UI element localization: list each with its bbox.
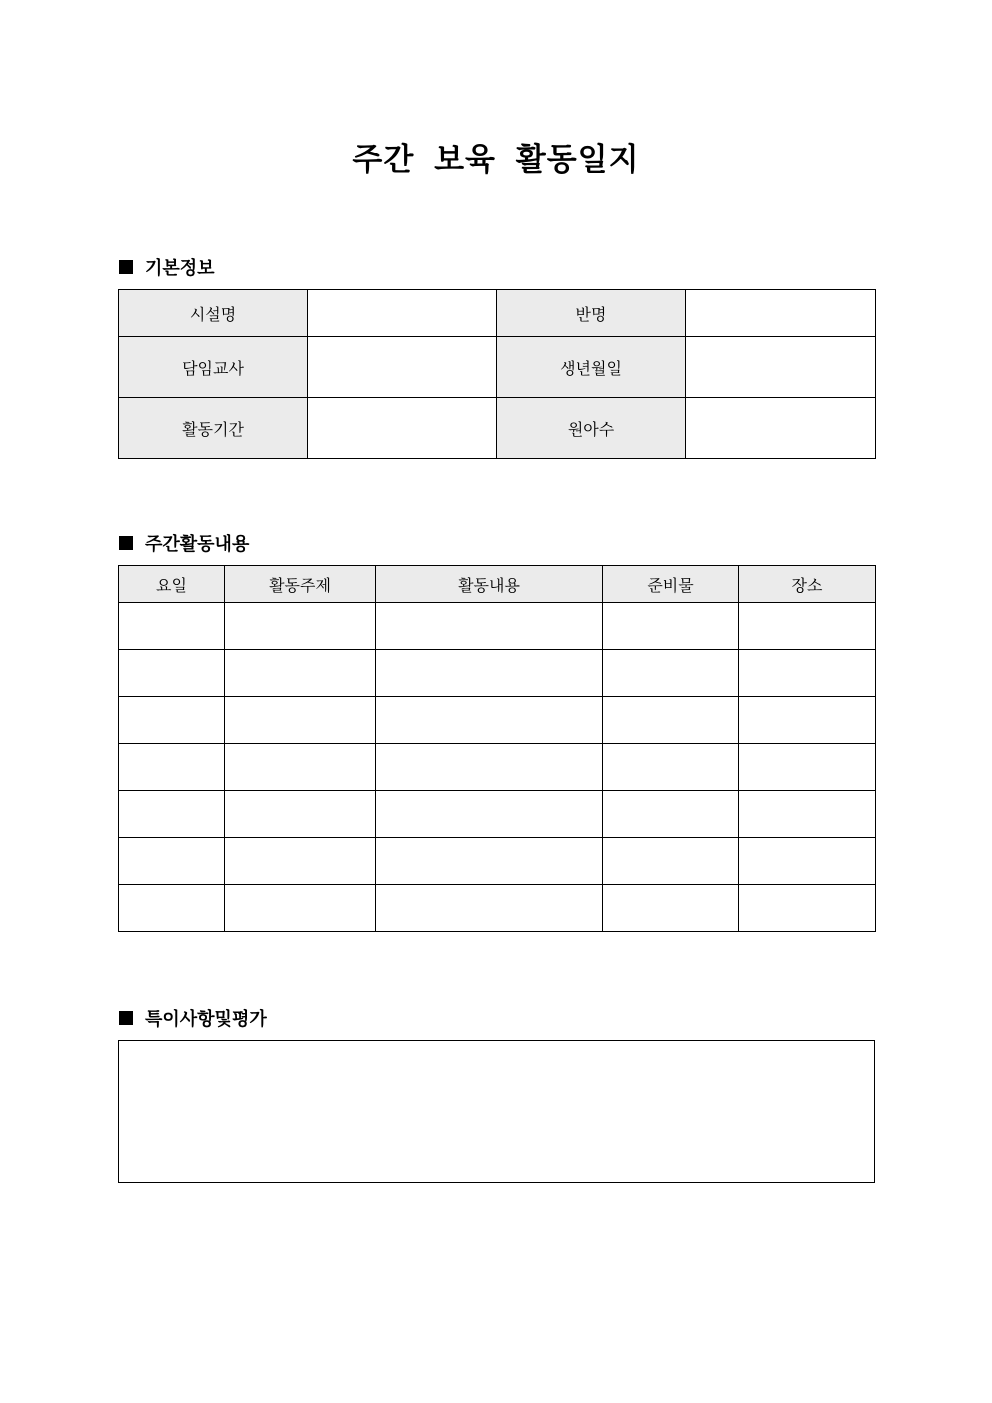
- children-count-field[interactable]: [686, 398, 876, 459]
- content-cell[interactable]: [376, 791, 603, 838]
- day-cell[interactable]: [119, 697, 225, 744]
- table-row: [119, 885, 876, 932]
- section-heading-notes: [119, 1005, 267, 1031]
- topic-cell[interactable]: [225, 603, 376, 650]
- content-cell[interactable]: [376, 697, 603, 744]
- topic-cell[interactable]: [225, 697, 376, 744]
- day-cell[interactable]: [119, 838, 225, 885]
- table-row: [119, 744, 876, 791]
- teacher-field[interactable]: [308, 337, 497, 398]
- section-heading-label: 주간활동내용: [145, 534, 250, 555]
- place-cell[interactable]: [739, 697, 876, 744]
- materials-cell[interactable]: [603, 697, 739, 744]
- page-title: 주간 보육 활동일지: [352, 142, 640, 178]
- table-row: [119, 838, 876, 885]
- day-cell[interactable]: [119, 650, 225, 697]
- content-cell[interactable]: [376, 838, 603, 885]
- square-bullet-icon: [119, 260, 133, 274]
- place-cell[interactable]: [739, 650, 876, 697]
- column-header-materials: 준비물: [603, 566, 739, 603]
- materials-cell[interactable]: [603, 603, 739, 650]
- content-cell[interactable]: [376, 744, 603, 791]
- day-cell[interactable]: [119, 744, 225, 791]
- materials-cell[interactable]: [603, 838, 739, 885]
- facility-name-field[interactable]: [308, 290, 497, 337]
- materials-cell[interactable]: [603, 744, 739, 791]
- section-heading-label: 특이사항및평가: [145, 1009, 267, 1030]
- day-cell[interactable]: [119, 885, 225, 932]
- topic-cell[interactable]: [225, 885, 376, 932]
- content-cell[interactable]: [376, 650, 603, 697]
- table-row: [119, 337, 876, 398]
- day-cell[interactable]: [119, 791, 225, 838]
- section-heading-weekly-activity: [119, 530, 249, 556]
- table-row: [119, 650, 876, 697]
- column-header-place: 장소: [739, 566, 876, 603]
- square-bullet-icon: [119, 1011, 133, 1025]
- basic-info-table: [118, 289, 876, 459]
- place-cell[interactable]: [739, 791, 876, 838]
- activity-period-label: 활동기간: [119, 398, 308, 459]
- section-heading-basic-info: [119, 254, 215, 280]
- column-header-content: 활동내용: [376, 566, 603, 603]
- place-cell[interactable]: [739, 885, 876, 932]
- topic-cell[interactable]: [225, 838, 376, 885]
- table-row: [119, 697, 876, 744]
- table-row: [119, 398, 876, 459]
- topic-cell[interactable]: [225, 791, 376, 838]
- content-cell[interactable]: [376, 885, 603, 932]
- table-row: [119, 290, 876, 337]
- topic-cell[interactable]: [225, 650, 376, 697]
- birthdate-label: 생년월일: [497, 337, 686, 398]
- day-cell[interactable]: [119, 603, 225, 650]
- class-name-label: 반명: [497, 290, 686, 337]
- activity-period-field[interactable]: [308, 398, 497, 459]
- column-header-day: 요일: [119, 566, 225, 603]
- column-header-topic: 활동주제: [225, 566, 376, 603]
- children-count-label: 원아수: [497, 398, 686, 459]
- section-heading-label: 기본정보: [145, 258, 215, 279]
- place-cell[interactable]: [739, 603, 876, 650]
- table-row: [119, 791, 876, 838]
- topic-cell[interactable]: [225, 744, 376, 791]
- teacher-label: 담임교사: [119, 337, 308, 398]
- weekly-activity-table: [118, 565, 876, 932]
- facility-name-label: 시설명: [119, 290, 308, 337]
- materials-cell[interactable]: [603, 885, 739, 932]
- table-header-row: [119, 566, 876, 603]
- table-row: [119, 603, 876, 650]
- square-bullet-icon: [119, 536, 133, 550]
- notes-textarea[interactable]: [118, 1040, 875, 1183]
- content-cell[interactable]: [376, 603, 603, 650]
- place-cell[interactable]: [739, 838, 876, 885]
- materials-cell[interactable]: [603, 650, 739, 697]
- materials-cell[interactable]: [603, 791, 739, 838]
- birthdate-field[interactable]: [686, 337, 876, 398]
- place-cell[interactable]: [739, 744, 876, 791]
- class-name-field[interactable]: [686, 290, 876, 337]
